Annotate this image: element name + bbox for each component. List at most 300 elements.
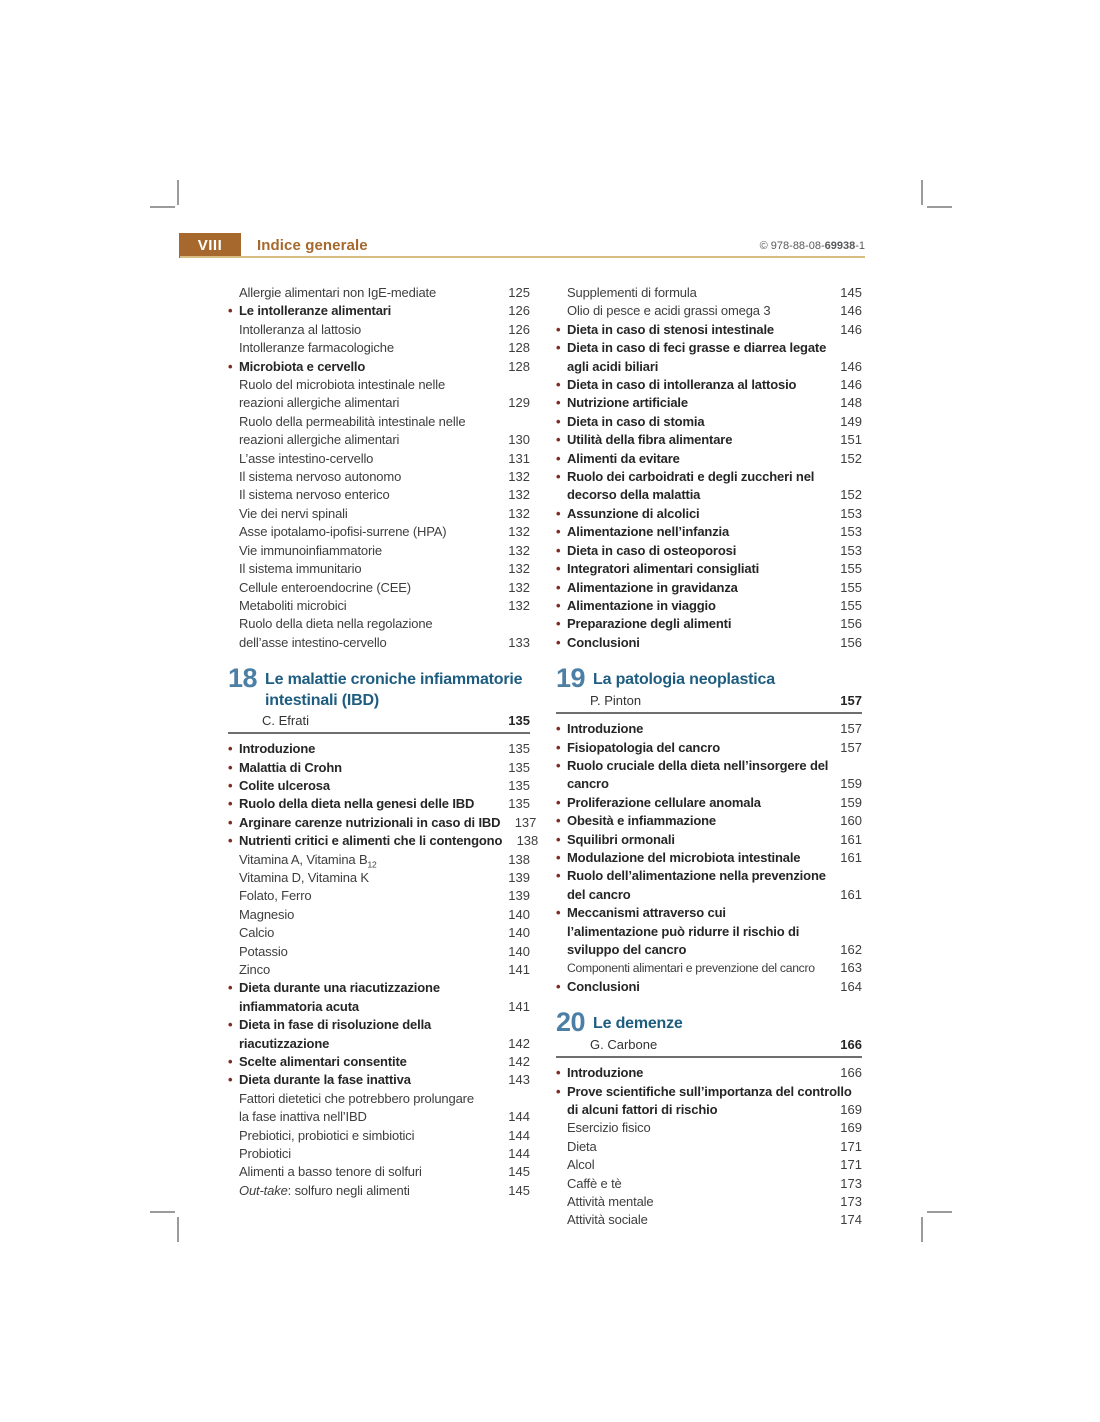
toc-entry-text: • Dieta in caso di intolleranza al lattosio (556, 376, 796, 394)
toc-entry-group (556, 720, 862, 996)
chapter-author: G. Carbone (590, 1037, 658, 1053)
chapter-title: Le demenze (593, 1015, 683, 1033)
page-number: 173 (840, 1194, 862, 1210)
page-number: 145 (508, 1164, 530, 1180)
toc-entry (556, 904, 862, 922)
toc-entry-text: Calcio (239, 925, 275, 941)
page-number: 128 (508, 340, 530, 356)
toc-entry-text: Olio di pesce e acidi grassi omega 3 (567, 303, 771, 319)
bullet-icon: • (556, 542, 561, 558)
page-number: 171 (840, 1157, 862, 1173)
crop-mark-top-left-v (177, 180, 179, 205)
page-number: 130 (508, 432, 530, 448)
toc-entry-text: • Dieta in fase di risoluzione della (228, 1016, 431, 1034)
page-number: 128 (508, 358, 530, 374)
toc-entry-text: • Utilità della fibra alimentare (556, 431, 732, 449)
toc-entry-text: Ruolo della dieta nella regolazione (239, 616, 433, 632)
toc-entry-text: • Proliferazione cellulare anomala (556, 794, 761, 812)
chapter-page-number: 135 (508, 713, 530, 729)
page-number: 164 (840, 978, 862, 994)
toc-entry-group (228, 284, 530, 652)
crop-mark-top-right-h (927, 206, 952, 208)
chapter-author-row (556, 1036, 862, 1058)
toc-entry (556, 284, 862, 302)
bullet-icon: • (228, 980, 233, 996)
toc-entry-text: • Arginare carenze nutrizionali in caso di IBD (228, 814, 500, 832)
page-number: 161 (840, 831, 862, 847)
toc-entry-text: • Ruolo della dieta nella genesi delle IBD (228, 795, 474, 813)
toc-column-left (228, 284, 539, 1200)
bullet-icon: • (556, 469, 561, 485)
toc-entry (556, 720, 862, 738)
page-number: 152 (840, 450, 862, 466)
toc-entry (556, 794, 862, 812)
toc-entry-text: Asse ipotalamo-ipofisi-surrene (HPA) (239, 524, 447, 540)
chapter-number: 19 (556, 663, 586, 694)
toc-entry-text: • Microbiota e cervello (228, 358, 365, 376)
toc-entry-text: Attività sociale (567, 1212, 648, 1228)
page-number: 135 (508, 759, 530, 775)
page-number: 144 (508, 1127, 530, 1143)
toc-entry-text: Fattori dietetici che potrebbero prolungare (239, 1090, 474, 1106)
toc-entry (556, 867, 862, 885)
page-number: 141 (508, 962, 530, 977)
toc-entry-text: • Dieta in caso di stenosi intestinale (556, 321, 774, 339)
toc-entry (228, 998, 530, 1016)
page-number: 142 (508, 1054, 530, 1070)
bullet-icon: • (556, 413, 561, 429)
toc-entry (228, 1108, 530, 1126)
page-number: 162 (840, 942, 862, 957)
toc-entry-text: Il sistema nervoso enterico (239, 487, 390, 503)
page-number: 174 (840, 1212, 862, 1228)
toc-entry (556, 560, 862, 578)
toc-entry (228, 468, 530, 486)
page-number: 137 (514, 814, 537, 830)
toc-entry (228, 358, 530, 376)
chapter-heading (556, 665, 862, 714)
chapter-title: Le malattie croniche infiammatorie intestinali (IBD) (265, 671, 523, 710)
bullet-icon: • (556, 849, 561, 865)
page-number: 146 (840, 321, 862, 337)
page-number: 166 (840, 1065, 862, 1081)
toc-entry (556, 579, 862, 597)
toc-entry-text: • Integratori alimentari consigliati (556, 560, 759, 578)
toc-entry (556, 339, 862, 357)
toc-entry (556, 775, 862, 793)
toc-entry (556, 394, 862, 412)
page-number: 141 (508, 998, 530, 1014)
bullet-icon: • (556, 794, 561, 810)
toc-entry-text: Dieta (567, 1138, 597, 1154)
chapter-heading (228, 665, 530, 734)
toc-entry-text: Alimenti a basso tenore di solfuri (239, 1164, 422, 1180)
toc-entry (228, 1163, 530, 1181)
bullet-icon: • (228, 1054, 233, 1070)
toc-entry-text: cancro (567, 776, 609, 792)
page-number: 153 (840, 542, 862, 558)
toc-entry-text: • Conclusioni (556, 978, 640, 996)
toc-entry-text: Vitamina D, Vitamina K (239, 869, 369, 885)
page-number: 149 (840, 413, 862, 429)
toc-entry-text: Ruolo della permeabilità intestinale nelle (239, 413, 466, 429)
toc-entry-text: Attività mentale (567, 1194, 654, 1210)
toc-entry (228, 376, 530, 394)
page-number: 132 (508, 597, 530, 613)
toc-entry-text: • Malattia di Crohn (228, 759, 342, 777)
toc-entry-group (556, 1064, 862, 1230)
toc-entry (228, 887, 530, 905)
bullet-icon: • (228, 741, 233, 757)
toc-entry (556, 505, 862, 523)
page-number: 155 (840, 597, 862, 613)
page-number: 135 (508, 796, 530, 812)
toc-entry-text: infiammatoria acuta (239, 998, 359, 1014)
toc-entry (556, 468, 862, 486)
page-number: 148 (840, 395, 862, 411)
bullet-icon: • (228, 833, 233, 849)
page-number: 155 (840, 561, 862, 577)
toc-entry (556, 486, 862, 504)
toc-entry-text: • Le intolleranze alimentari (228, 302, 391, 320)
toc-entry-text: Esercizio fisico (567, 1120, 651, 1136)
toc-entry-text: la fase inattiva nell’IBD (239, 1109, 367, 1125)
toc-entry (556, 376, 862, 394)
toc-entry-text: • Alimentazione in viaggio (556, 597, 716, 615)
page-number: 132 (508, 542, 530, 558)
toc-entry-text: Intolleranze farmacologiche (239, 340, 394, 356)
toc-entry-text: • Dieta in caso di feci grasse e diarrea legate (556, 339, 826, 357)
toc-entry-text: l’alimentazione può ridurre il rischio di (567, 923, 800, 939)
toc-entry (228, 523, 530, 541)
page-number: 135 (508, 777, 530, 793)
toc-entry (556, 321, 862, 339)
toc-entry-text: • Ruolo cruciale della dieta nell’insorgere del (556, 757, 828, 775)
toc-entry (556, 757, 862, 775)
toc-entry-text: • Introduzione (556, 1064, 643, 1082)
toc-entry (228, 869, 530, 887)
toc-entry-text: • Colite ulcerosa (228, 777, 330, 795)
page-number: 161 (840, 849, 862, 865)
toc-entry (556, 597, 862, 615)
bullet-icon: • (556, 739, 561, 755)
toc-entry (556, 831, 862, 849)
toc-entry-text: • Prove scientifiche sull’importanza del controllo (556, 1083, 852, 1101)
toc-entry (228, 450, 530, 468)
toc-entry (228, 759, 530, 777)
page-number: 159 (840, 776, 862, 792)
toc-entry-text: • Introduzione (228, 740, 315, 758)
toc-entry (228, 740, 530, 758)
toc-entry-text: dell’asse intestino-cervello (239, 634, 387, 650)
toc-entry-text: Folato, Ferro (239, 888, 312, 904)
toc-entry (228, 1145, 530, 1163)
bullet-icon: • (556, 561, 561, 577)
toc-entry (228, 615, 530, 633)
toc-entry (228, 924, 530, 942)
toc-entry (228, 1035, 530, 1053)
toc-entry-text: • Assunzione di alcolici (556, 505, 700, 523)
bullet-icon: • (556, 1083, 561, 1099)
bullet-icon: • (556, 868, 561, 884)
bullet-icon: • (556, 757, 561, 773)
toc-entry-text: Intolleranza al lattosio (239, 321, 362, 337)
toc-entry-text: Allergie alimentari non IgE-mediate (239, 285, 437, 300)
page-number: 126 (508, 321, 530, 337)
toc-entry-text: • Dieta in caso di stomia (556, 413, 704, 431)
toc-entry-text: • Alimentazione in gravidanza (556, 579, 738, 597)
toc-entry (228, 542, 530, 560)
page-number: 156 (840, 616, 862, 632)
toc-entry (556, 849, 862, 867)
bullet-icon: • (556, 721, 561, 737)
toc-entry-text: di alcuni fattori di rischio (567, 1102, 718, 1118)
page-number: 145 (508, 1182, 530, 1198)
crop-mark-bottom-left-h (150, 1211, 175, 1213)
page-number: 139 (508, 869, 530, 885)
page-number: 144 (508, 1109, 530, 1125)
toc-entry (228, 339, 530, 357)
page-number: 160 (840, 813, 862, 829)
chapter-heading (556, 1009, 862, 1058)
bullet-icon: • (556, 321, 561, 337)
bullet-icon: • (228, 1017, 233, 1033)
toc-entry (228, 979, 530, 997)
toc-entry-text: • Obesità e infiammazione (556, 812, 716, 830)
toc-entry-text: Vitamina A, Vitamina $B_{12}$ (239, 851, 377, 870)
toc-entry-text: del cancro (567, 886, 631, 902)
bullet-icon: • (228, 796, 233, 812)
toc-entry-text: reazioni allergiche alimentari (239, 395, 400, 411)
toc-entry (556, 302, 862, 320)
toc-entry-text: • Introduzione (556, 720, 643, 738)
bullet-icon: • (556, 905, 561, 921)
bullet-icon: • (556, 450, 561, 466)
chapter-author: C. Efrati (262, 713, 309, 729)
bullet-icon: • (556, 978, 561, 994)
running-header-title: Indice generale (257, 237, 368, 254)
page-number: 173 (840, 1175, 862, 1191)
toc-entry (228, 906, 530, 924)
toc-entry (556, 450, 862, 468)
toc-entry (556, 358, 862, 376)
toc-entry (228, 284, 530, 302)
toc-entry (228, 851, 530, 869)
chapter-author-row (556, 692, 862, 714)
bullet-icon: • (228, 1072, 233, 1088)
toc-entry-text: Vie dei nervi spinali (239, 505, 348, 521)
page-number: 159 (840, 794, 862, 810)
toc-entry (228, 1090, 530, 1108)
toc-entry (228, 321, 530, 339)
toc-entry (556, 941, 862, 959)
toc-entry-text: • Alimenti da evitare (556, 450, 680, 468)
bullet-icon: • (556, 505, 561, 521)
toc-entry-text: L’asse intestino-cervello (239, 450, 374, 466)
toc-entry (228, 394, 530, 412)
toc-entry (228, 431, 530, 449)
page-number: 152 (840, 487, 862, 503)
toc-entry (556, 1156, 862, 1174)
toc-entry-text: • Ruolo dei carboidrati e degli zuccheri nel (556, 468, 814, 486)
page-number: 169 (840, 1120, 862, 1136)
folio-number: VIII (197, 237, 223, 254)
toc-entry (556, 615, 862, 633)
page-number: 161 (840, 886, 862, 902)
page-number: 169 (840, 1102, 862, 1118)
page-number: 132 (508, 524, 530, 540)
toc-entry (228, 486, 530, 504)
chapter-number: 18 (228, 663, 258, 694)
page-number: 142 (508, 1035, 530, 1051)
bullet-icon: • (556, 377, 561, 393)
toc-entry (556, 739, 862, 757)
chapter-title: La patologia neoplastica (593, 671, 775, 689)
bullet-icon: • (556, 1065, 561, 1081)
page-number: 171 (840, 1138, 862, 1154)
page-number: 140 (508, 943, 530, 959)
toc-entry (228, 505, 530, 523)
toc-entry (228, 961, 530, 979)
bullet-icon: • (556, 340, 561, 356)
page-number: 151 (840, 432, 862, 448)
toc-entry-text: riacutizzazione (239, 1035, 330, 1051)
chapter-number: 20 (556, 1007, 586, 1038)
toc-entry-text: • Nutrizione artificiale (556, 394, 688, 412)
toc-entry (228, 597, 530, 615)
toc-entry-group (556, 284, 862, 652)
toc-entry (556, 1101, 862, 1119)
page-number: 132 (508, 561, 530, 577)
page-number: 146 (840, 303, 862, 319)
toc-entry-text: • Dieta durante una riacutizzazione (228, 979, 440, 997)
toc-entry (556, 1064, 862, 1082)
folio-number-box (179, 233, 241, 258)
toc-entry (556, 1193, 862, 1211)
page-number: 140 (508, 906, 530, 922)
toc-entry-text: reazioni allergiche alimentari (239, 432, 400, 448)
crop-mark-top-left-h (150, 206, 175, 208)
toc-entry-text: agli acidi biliari (567, 358, 659, 374)
toc-entry (556, 542, 862, 560)
toc-entry (228, 1182, 530, 1200)
bullet-icon: • (228, 358, 233, 374)
toc-entry (228, 302, 530, 320)
page-number: 146 (840, 377, 862, 393)
page-number: 138 (508, 851, 530, 867)
toc-entry-text: Componenti alimentari e prevenzione del cancro (567, 961, 815, 976)
toc-entry-group (228, 740, 539, 1200)
toc-entry-text: Metaboliti microbici (239, 597, 347, 613)
page-number: 125 (508, 285, 530, 300)
toc-entry-text: Vie immunoinfiammatorie (239, 542, 382, 558)
page-number: 132 (508, 469, 530, 485)
toc-entry (556, 923, 862, 941)
toc-column-right (556, 284, 862, 1230)
page-number: 138 (516, 833, 539, 849)
toc-entry-text: Alcol (567, 1157, 595, 1173)
crop-mark-bottom-right-h (927, 1211, 952, 1213)
toc-entry-text: Potassio (239, 943, 288, 959)
toc-entry (228, 634, 530, 652)
bullet-icon: • (556, 813, 561, 829)
toc-entry-text: Il sistema nervoso autonomo (239, 469, 402, 485)
page-number: 156 (840, 634, 862, 650)
bullet-icon: • (228, 303, 233, 319)
page-number: 146 (840, 358, 862, 374)
bullet-icon: • (556, 524, 561, 540)
toc-entry (556, 1138, 862, 1156)
toc-entry (556, 634, 862, 652)
toc-entry-text: sviluppo del cancro (567, 942, 687, 957)
toc-entry-text: Il sistema immunitario (239, 561, 362, 577)
toc-entry (556, 886, 862, 904)
toc-entry (228, 579, 530, 597)
page-number: 157 (840, 739, 862, 755)
bullet-icon: • (556, 634, 561, 650)
toc-entry (228, 832, 539, 850)
toc-entry (228, 1071, 530, 1089)
toc-entry (556, 812, 862, 830)
toc-entry (228, 1127, 530, 1145)
isbn-notice: © 978-88-08-69938-1 (759, 240, 865, 252)
page-number: 126 (508, 303, 530, 319)
toc-entry-text: • Dieta durante la fase inattiva (228, 1071, 411, 1089)
toc-entry (228, 413, 530, 431)
toc-entry-text: • Ruolo dell’alimentazione nella prevenzione (556, 867, 826, 885)
page-number: 157 (840, 721, 862, 737)
page-number: 133 (508, 634, 530, 650)
page-number: 143 (508, 1072, 530, 1088)
toc-entry-text: • Preparazione degli alimenti (556, 615, 731, 633)
toc-entry (228, 1053, 530, 1071)
toc-entry (228, 1016, 530, 1034)
toc-entry-text: • Dieta in caso di osteoporosi (556, 542, 736, 560)
bullet-icon: • (228, 759, 233, 775)
chapter-page-number: 166 (840, 1037, 862, 1053)
page-number: 144 (508, 1146, 530, 1162)
toc-entry (556, 978, 862, 996)
toc-entry (228, 814, 537, 832)
toc-entry-text: Magnesio (239, 906, 295, 922)
toc-entry (556, 523, 862, 541)
toc-entry-text: • Conclusioni (556, 634, 640, 652)
toc-entry-text: • Meccanismi attraverso cui (556, 904, 726, 922)
page-number: 153 (840, 505, 862, 521)
bullet-icon: • (556, 395, 561, 411)
toc-entry (556, 959, 862, 977)
bullet-icon: • (228, 814, 233, 830)
page-number: 140 (508, 925, 530, 941)
toc-entry (556, 1175, 862, 1193)
toc-entry-text: Prebiotici, probiotici e simbiotici (239, 1127, 415, 1143)
page-number: 145 (840, 285, 862, 300)
bullet-icon: • (228, 777, 233, 793)
toc-entry-text: Supplementi di formula (567, 285, 697, 300)
toc-entry (228, 560, 530, 578)
toc-entry (556, 413, 862, 431)
toc-entry-text: • Fisiopatologia del cancro (556, 739, 720, 757)
toc-entry-text: • Alimentazione nell’infanzia (556, 523, 729, 541)
toc-entry-text: • Scelte alimentari consentite (228, 1053, 407, 1071)
toc-entry-text: • Nutrienti critici e alimenti che li contengono (228, 832, 502, 850)
toc-entry (228, 795, 530, 813)
toc-entry-text: Cellule enteroendocrine (CEE) (239, 579, 411, 595)
bullet-icon: • (556, 597, 561, 613)
page-number: 131 (508, 450, 530, 466)
toc-entry (556, 431, 862, 449)
page-number: 132 (508, 579, 530, 595)
